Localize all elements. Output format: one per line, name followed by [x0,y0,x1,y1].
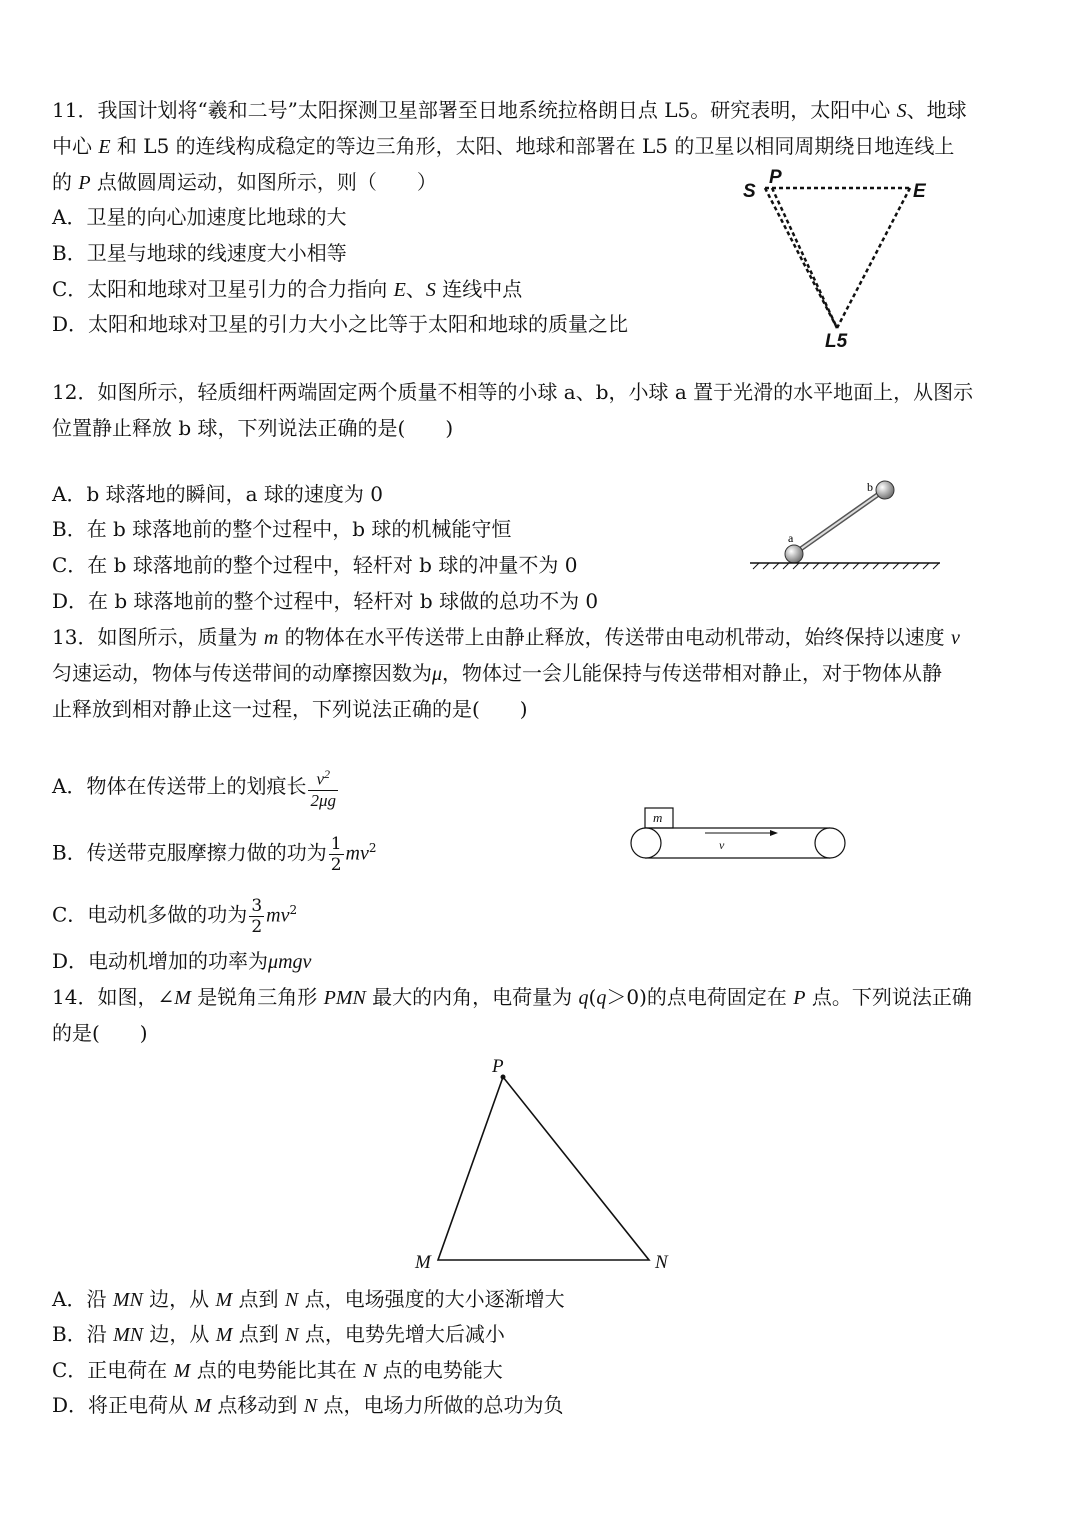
q14-option-b: B．沿 MN 边，从 M 点到 N 点，电势先增大后减小 [52,1322,505,1346]
q11-option-a: A．卫星的向心加速度比地球的大 [52,205,347,229]
q13-stem-line3: 止释放到相对静止这一过程，下列说法正确的是( ) [52,697,528,721]
q11-label-p: P [769,167,782,188]
q11-label-l5: L5 [825,331,848,352]
q11-stem-line2: 中心 E 和 L5 的连线构成稳定的等边三角形，太阳、地球和部署在 L5 的卫星以相同周期绕日地连线上 [52,134,955,158]
q12-option-b: B．在 b 球落地前的整个过程中，b 球的机械能守恒 [52,517,512,541]
q13-option-b: B．传送带克服摩擦力做的功为 $\frac{1}{2}$ $mv^2$ [52,833,377,875]
q11-triangle-figure [735,165,945,355]
q13-label-m: m [653,810,663,825]
ball-a [785,545,803,563]
q11-stem-line1: 11．我国计划将“羲和二号”太阳探测卫星部署至日地系统拉格朗日点 L5。研究表明，太阳中心 S、地球 [52,98,967,122]
q13-stem-line1: 13．如图所示，质量为 m 的物体在水平传送带上由静止释放，传送带由电动机带动，始终保持以速度 v [52,625,960,649]
q11-label-e: E [913,181,926,202]
q13-option-d: D．电动机增加的功率为μmgv [52,949,312,973]
q13-option-c: C．电动机多做的功为 $\frac{3}{2}$ $mv^2$ [52,895,298,937]
q14-stem-line1: 14．如图，∠M 是锐角三角形 PMN 最大的内角，电荷量为 q(q＞0)的点电荷固定在 P 点。下列说法正确 [52,985,972,1009]
q14-option-a: A．沿 MN 边，从 M 点到 N 点，电场强度的大小逐渐增大 [52,1287,565,1311]
q13-conveyor-figure [625,803,855,865]
q14-label-n: N [655,1252,668,1273]
q11-option-d: D．太阳和地球对卫星的引力大小之比等于太阳和地球的质量之比 [52,312,629,336]
q11-label-s: S [743,181,756,202]
q12-option-a: A．b 球落地的瞬间，a 球的速度为 0 [52,482,383,506]
q14-stem-line2: 的是( ) [52,1021,148,1045]
q13-stem-line2: 匀速运动，物体与传送带间的动摩擦因数为μ，物体过一会儿能保持与传送带相对静止，对于物体从静 [52,661,943,685]
q14-option-d: D．将正电荷从 M 点移动到 N 点，电场力所做的总功为负 [52,1393,564,1417]
q14-option-c: C．正电荷在 M 点的电势能比其在 N 点的电势能大 [52,1358,503,1382]
q11-option-c: C．太阳和地球对卫星引力的合力指向 E、S 连线中点 [52,277,523,301]
q12-stem-line2: 位置静止释放 b 球，下列说法正确的是( ) [52,416,454,440]
q13-option-a: A．物体在传送带上的划痕长 $\frac{v^2}{2\mu g}$ [52,764,340,811]
q14-label-p: P [492,1056,504,1077]
ball-b [876,481,894,499]
q13-label-v: v [719,838,725,852]
q12-label-b: b [867,480,873,494]
q12-label-a: a [788,531,794,545]
q11-option-b: B．卫星与地球的线速度大小相等 [52,241,347,265]
q14-triangle-figure [405,1048,685,1278]
q11-stem-line3: 的 P 点做圆周运动，如图所示，则（ ） [52,170,437,194]
q12-rod-figure [745,472,945,577]
q12-option-d: D．在 b 球落地前的整个过程中，轻杆对 b 球做的总功不为 0 [52,589,599,613]
q12-option-c: C．在 b 球落地前的整个过程中，轻杆对 b 球的冲量不为 0 [52,553,578,577]
q12-stem-line1: 12．如图所示，轻质细杆两端固定两个质量不相等的小球 a、b，小球 a 置于光滑的水平地面上，从图示 [52,380,974,404]
q14-label-m: M [415,1252,431,1273]
